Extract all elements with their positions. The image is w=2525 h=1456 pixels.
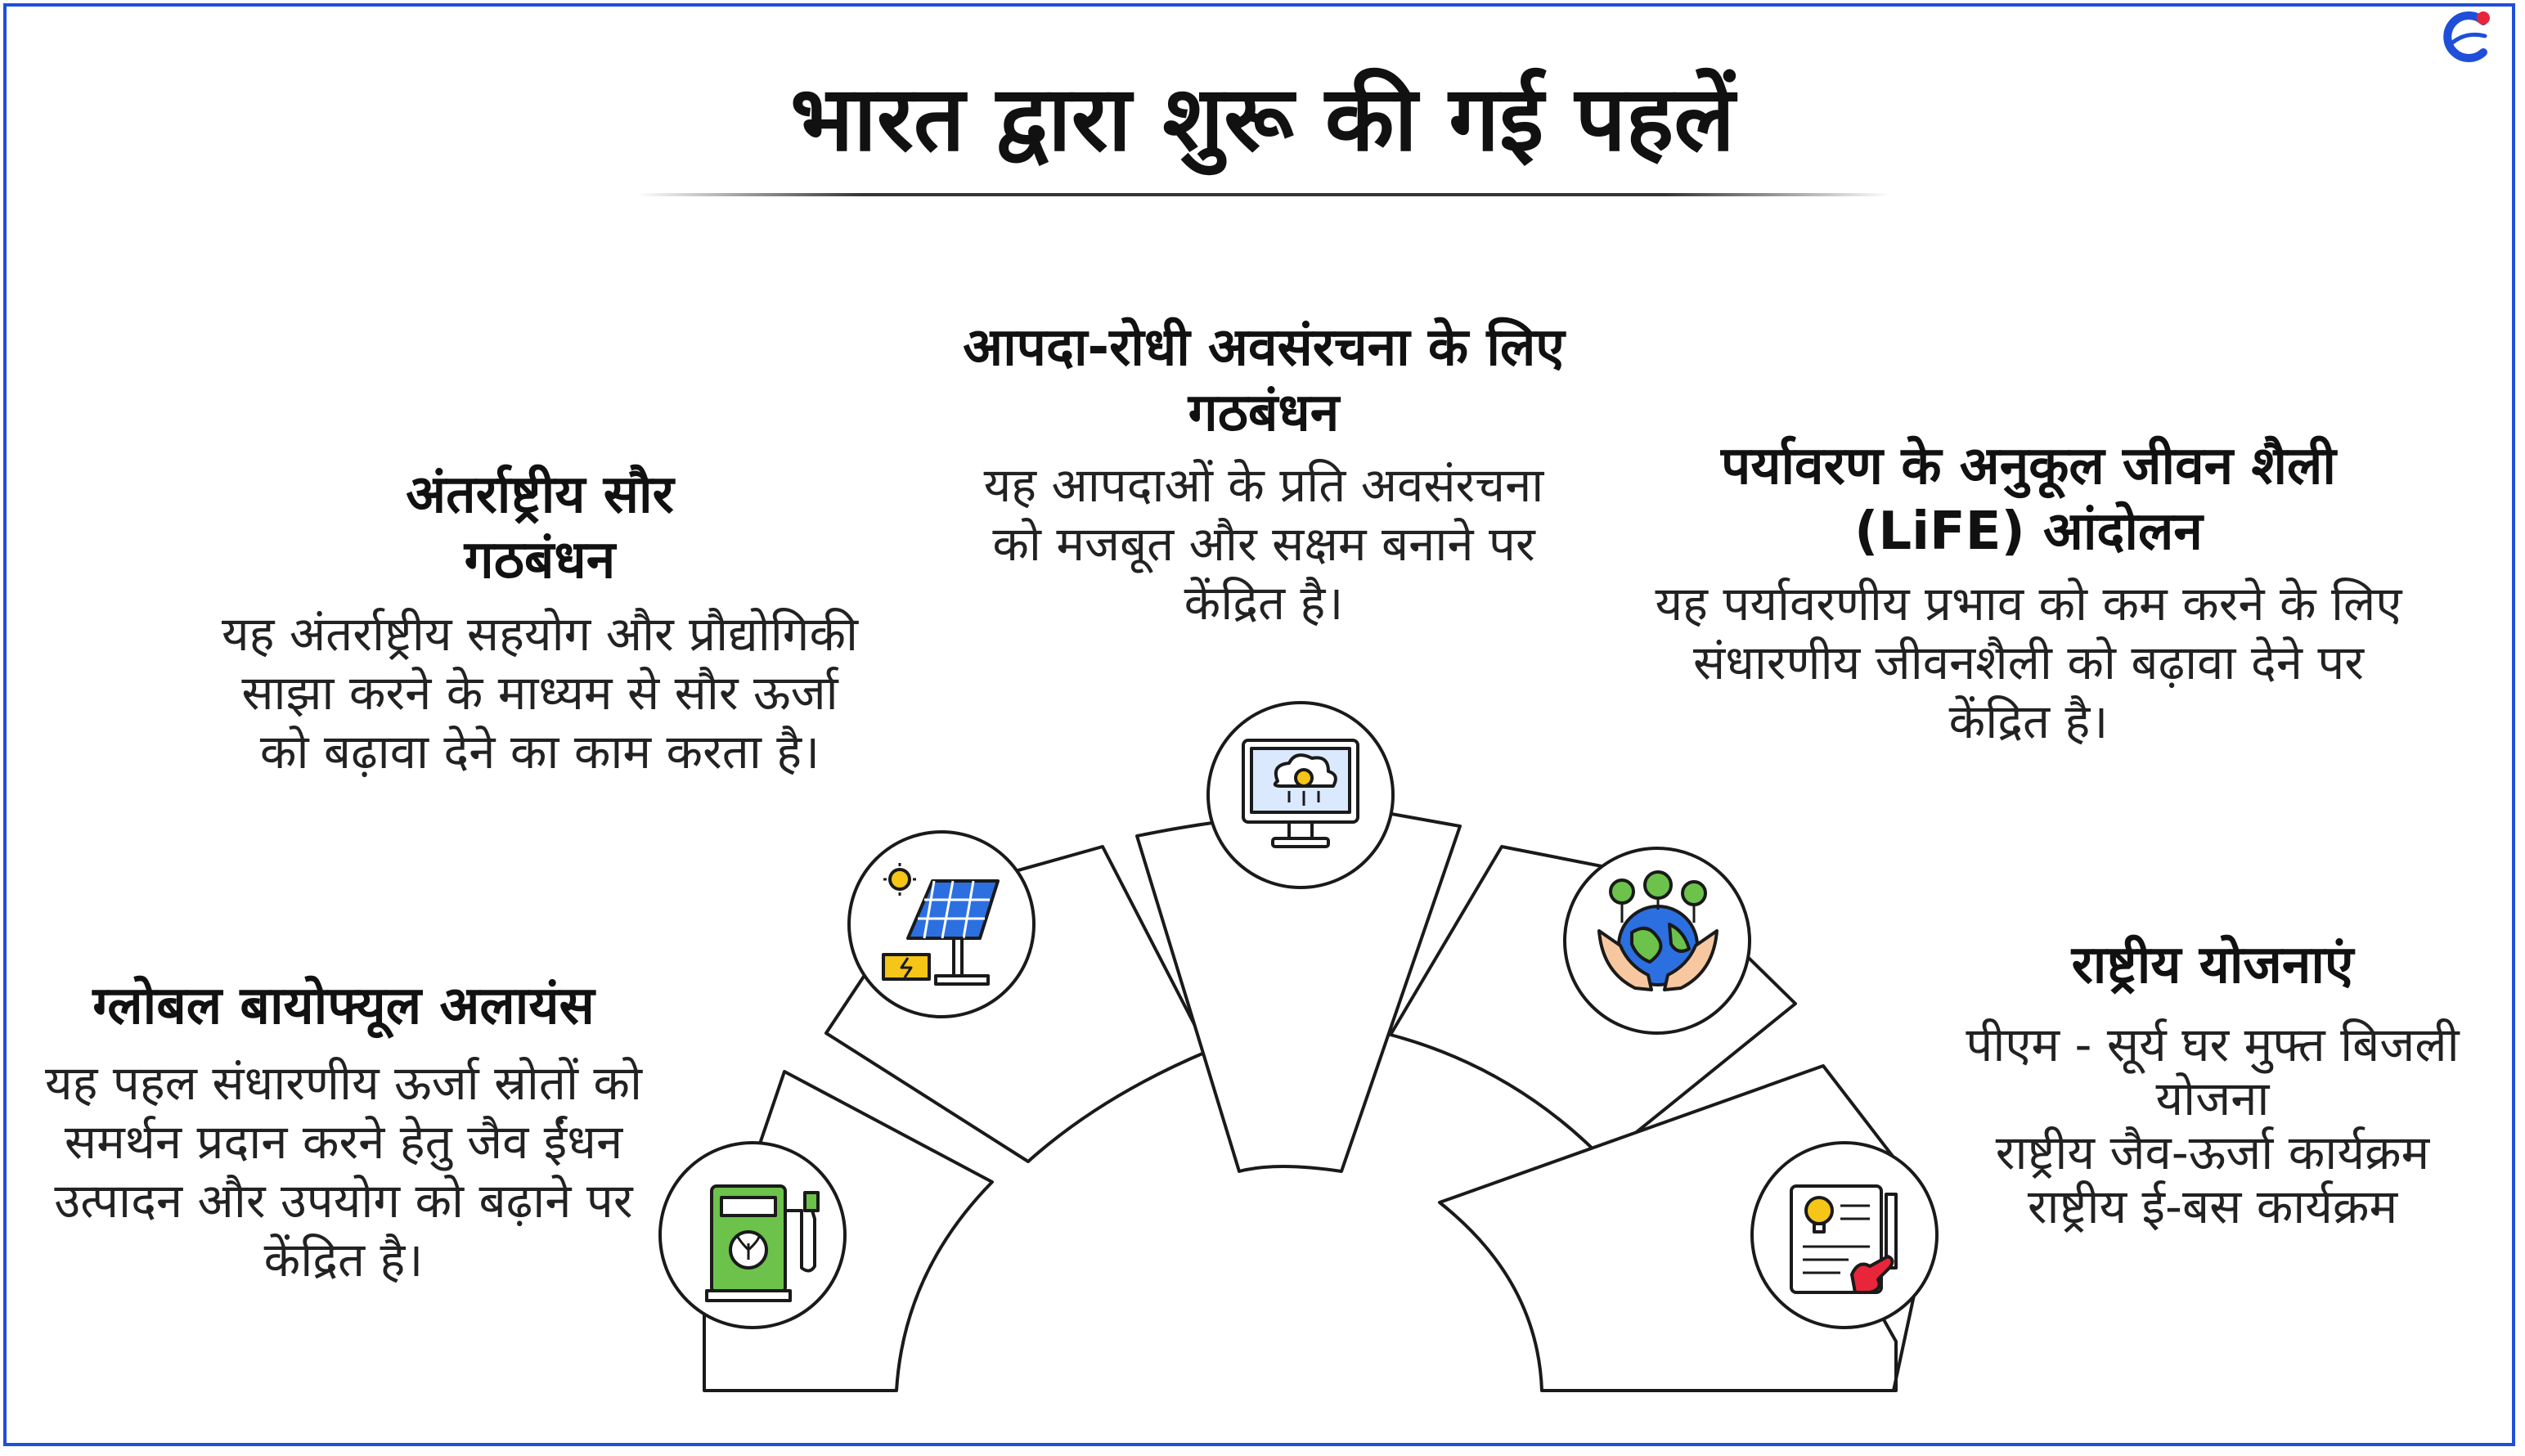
life-heading: पर्यावरण के अनुकूल जीवन शैली (LiFE) आंदोलन xyxy=(1721,436,2336,562)
list-item: राष्ट्रीय ई-बस कार्यक्रम xyxy=(2027,1179,2398,1234)
page-title: भारत द्वारा शुरू की गई पहलें xyxy=(790,66,1735,171)
initiative-life xyxy=(1652,434,2405,751)
list-item: राष्ट्रीय जैव-ऊर्जा कार्यक्रम xyxy=(1995,1125,2430,1180)
initiative-biofuel xyxy=(25,973,663,1289)
biofuel-heading: ग्लोबल बायोफ्यूल अलायंस xyxy=(92,976,595,1036)
national-heading: राष्ट्रीय योजनाएं xyxy=(2071,935,2354,995)
initiative-solar xyxy=(217,462,863,781)
initiative-national xyxy=(1939,932,2487,1234)
solar-description: यह अंतर्राष्ट्रीय सहयोग और प्रौद्योगिकी साझा करने के माध्यम से सौर ऊर्जा को बढ़ावा देने का काम करता है। xyxy=(221,606,859,780)
list-item: पीएम - सूर्य घर मुफ्त बिजली योजना xyxy=(1966,1017,2460,1126)
solar-heading: अंतर्राष्ट्रीय सौर गठबंधन xyxy=(406,465,674,591)
national-schemes-list xyxy=(1939,1018,2487,1234)
biofuel-description: यह पहल संधारणीय ऊर्जा स्रोतों को समर्थन प्रदान करने हेतु जैव ईंधन उत्पादन और उपयोग को बढ़ाने पर केंद्रित है। xyxy=(45,1055,642,1287)
disaster-heading: आपदा-रोधी अवसंरचना के लिए गठबंधन xyxy=(963,317,1565,443)
disaster-description: यह आपदाओं के प्रति अवसंरचना को मजबूत और सक्षम बनाने पर केंद्रित है। xyxy=(983,457,1544,631)
life-description: यह पर्यावरणीय प्रभाव को कम करने के लिए संधारणीय जीवनशैली को बढ़ावा देने पर केंद्रित है। xyxy=(1655,576,2402,749)
document-idea-icon xyxy=(1791,1186,1896,1292)
initiative-disaster xyxy=(941,315,1587,632)
